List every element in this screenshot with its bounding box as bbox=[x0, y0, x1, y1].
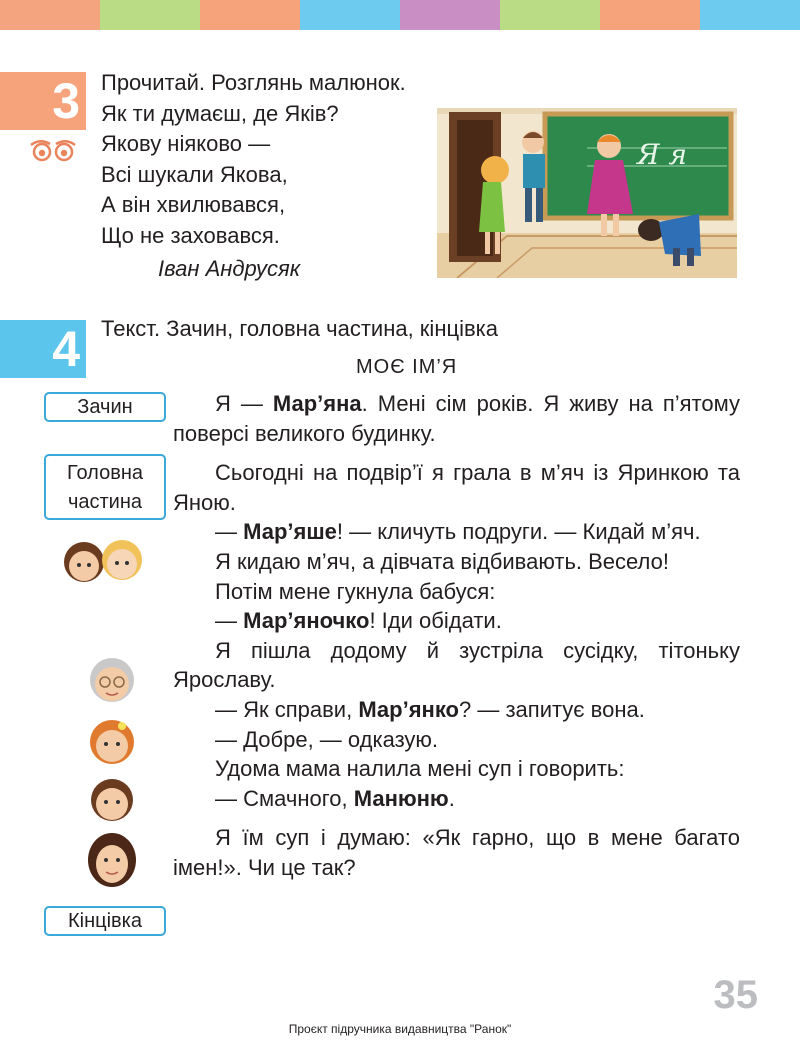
ending-tag: Кінцівка bbox=[44, 906, 166, 936]
stripe bbox=[200, 0, 300, 30]
poem-line: Якову ніяково — bbox=[101, 131, 271, 156]
stripe bbox=[400, 0, 500, 30]
story-text bbox=[173, 389, 740, 883]
color-stripes bbox=[0, 0, 800, 30]
text-span: . Мені сім років. Я живу на п’ятому поверсі великого будинку. bbox=[173, 391, 740, 446]
board-text: Я я bbox=[637, 138, 688, 171]
task-3-text bbox=[101, 68, 406, 251]
main-part-tag-line2: частина bbox=[67, 491, 143, 513]
task-4-title: Текст. Зачин, головна частина, кінцівка bbox=[101, 316, 498, 341]
stripe bbox=[600, 0, 700, 30]
poem-author: Іван Андрусяк bbox=[158, 256, 301, 281]
story-paragraph bbox=[173, 517, 740, 547]
stripe bbox=[300, 0, 400, 30]
classroom-illustration bbox=[437, 108, 737, 278]
story-paragraph bbox=[173, 389, 740, 448]
text-span: — Як справи, bbox=[215, 696, 359, 722]
stripe bbox=[100, 0, 200, 30]
story-heading: МОЄ ІМ’Я bbox=[356, 356, 458, 378]
name-highlight: Мар’янко bbox=[358, 696, 459, 722]
poem-line: Що не заховався. bbox=[101, 222, 280, 248]
text-span: Я — bbox=[215, 391, 273, 416]
stripe bbox=[0, 0, 100, 30]
page-number: 35 bbox=[713, 973, 758, 1017]
task-3-number: 3 bbox=[0, 72, 86, 130]
name-highlight: Манюню bbox=[353, 785, 449, 811]
intro-tag: Зачин bbox=[44, 392, 166, 422]
text-span: — bbox=[215, 519, 244, 545]
character-faces bbox=[60, 530, 160, 890]
task-4-number: 4 bbox=[0, 320, 86, 378]
name-highlight: Мар’яна bbox=[272, 391, 362, 416]
text-span: ? — запитує вона. bbox=[459, 696, 645, 722]
neighbor-face-icon bbox=[90, 720, 134, 764]
story-paragraph: Сьогодні на подвір’ї я грала в м’яч із Яринкою та Яною. bbox=[173, 460, 740, 515]
main-part-tag bbox=[44, 454, 166, 520]
text-span: — Смачного, bbox=[215, 785, 354, 811]
mother-face-icon bbox=[88, 833, 136, 887]
stripe bbox=[500, 0, 600, 30]
text-span: ! — кличуть подруги. — Кидай м’яч. bbox=[336, 519, 701, 545]
poem-line: Як ти думаєш, де Яків? bbox=[101, 100, 339, 126]
main-part-tag-line1: Головна bbox=[67, 462, 143, 484]
story-paragraph: Я їм суп і думаю: «Як гарно, що в мене багато імен!». Чи це так? bbox=[173, 825, 740, 880]
story-paragraph bbox=[173, 695, 740, 725]
stripe bbox=[700, 0, 800, 30]
story-paragraph: — Добре, — одказую. bbox=[215, 726, 439, 752]
name-highlight: Мар’яночко bbox=[243, 608, 370, 634]
friends-faces-icon bbox=[64, 540, 142, 582]
text-span: ! Іди обідати. bbox=[369, 608, 502, 634]
poem-line: А він хвилювався, bbox=[101, 192, 286, 217]
story-paragraph: Я кидаю м’яч, а дівчата відбивають. Весело! bbox=[215, 548, 669, 574]
story-paragraph: Я пішла додому й зустріла сусідку, тітоньку Ярославу. bbox=[173, 637, 740, 693]
eyes-icon bbox=[28, 136, 78, 162]
story-paragraph bbox=[173, 784, 740, 814]
grandmother-face-icon bbox=[90, 658, 134, 702]
story-paragraph: Удома мама налила мені суп і говорить: bbox=[215, 756, 625, 782]
story-paragraph bbox=[173, 606, 740, 636]
name-highlight: Мар’яше bbox=[243, 519, 337, 545]
text-span: . bbox=[448, 785, 455, 811]
text-span: — bbox=[215, 608, 244, 634]
story-paragraph: Потім мене гукнула бабуся: bbox=[215, 578, 496, 604]
footer-note: Проєкт підручника видавництва "Ранок" bbox=[288, 1022, 512, 1036]
girl-face-icon bbox=[91, 779, 133, 821]
poem-line: Всі шукали Якова, bbox=[101, 161, 288, 187]
poem-line: Прочитай. Розглянь малюнок. bbox=[101, 70, 406, 95]
